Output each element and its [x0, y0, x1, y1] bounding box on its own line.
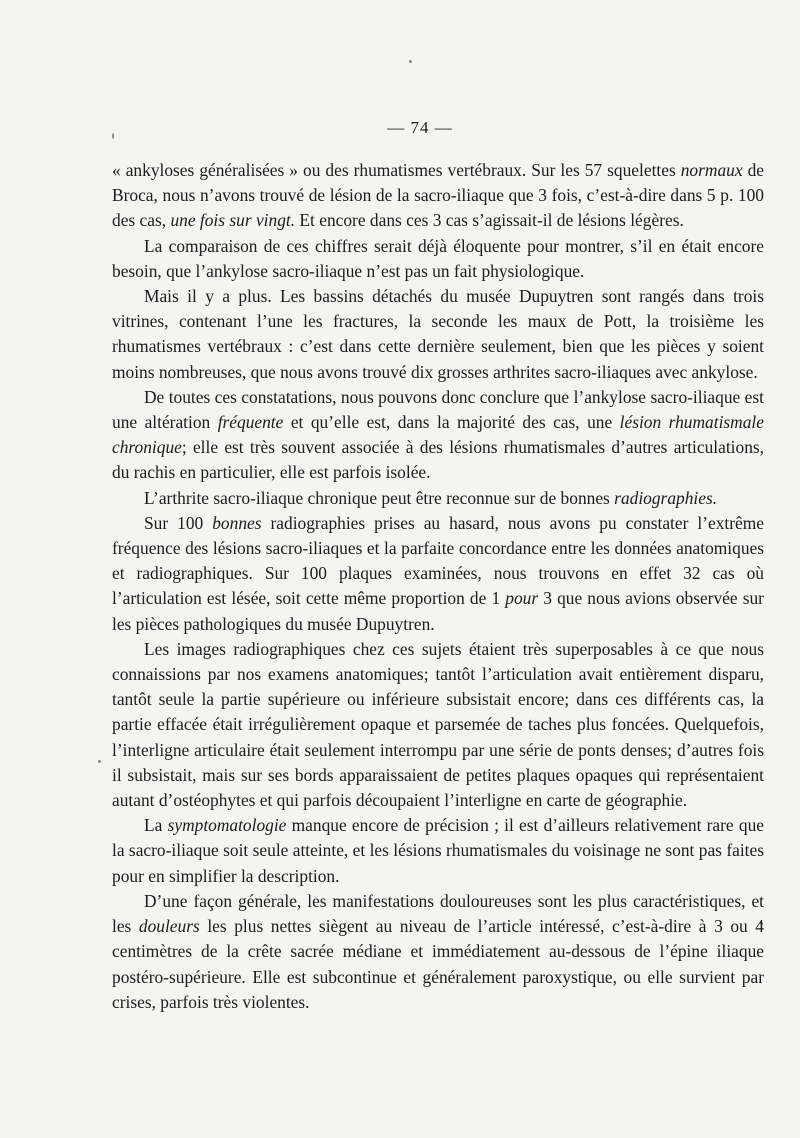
text-run: La	[144, 815, 168, 836]
paragraph	[112, 486, 764, 511]
paragraph	[112, 158, 764, 234]
text-run: « ankyloses généralisées » ou des rhumatismes vertébraux. Sur les 57 squelettes	[112, 160, 681, 180]
text-run: ; elle est très souvent associée à des lésions rhumatismales d’autres articulations, du rachis en particulier, elle est parfois isolée.	[112, 437, 764, 483]
italic-text: pour	[505, 588, 539, 609]
italic-text: radiographies.	[614, 487, 718, 508]
text-run: Les images radiographiques chez ces sujets étaient très superposables à ce que nous connaissions par nos examens anatomiques; tantôt l’articulation avait entièrement disparu, tantôt seule la partie supérieure ou inférieure subsistait encore; dans ces différents cas, la partie effacée était irrégulièrement opaque et parsemée de taches plus foncées. Quelquefois, l’interligne articulaire était seulement interrompu par une série de ponts denses; d’autres fois il subsistait, mais sur ses bords apparaissaient de petites plaques opaques qui représentaient autant d’ostéophytes et qui parfois découpaient l’interligne en carte de géographie.	[112, 638, 764, 811]
paragraph	[112, 234, 764, 284]
scan-speck	[98, 760, 101, 763]
scan-speck	[409, 60, 412, 63]
italic-text: bonnes	[212, 512, 262, 533]
text-run: de Broca, nous n’avons trouvé de lésion de la sacro-iliaque que 3 fois, c’est-à-dire dans 5 p. 100 des cas,	[112, 160, 764, 231]
paragraph	[112, 889, 764, 1015]
italic-text: douleurs	[138, 916, 200, 937]
text-run: Mais il y a plus. Les bassins détachés du musée Dupuytren sont rangés dans trois vitrines, contenant l’une les fractures, la seconde les maux de Pott, la troisième les rhumatismes vertébraux : c’est dans cette dernière seulement, bien que les pièces y soient moins nombreuses, que nous avons trouvé dix grosses arthrites sacro-iliaques avec ankylose.	[112, 286, 764, 382]
italic-text: symptomatologie	[167, 815, 287, 836]
paragraph	[112, 637, 764, 813]
italic-text: une fois sur vingt.	[170, 210, 296, 231]
paragraph	[112, 511, 764, 637]
text-run: et qu’elle est, dans la majorité des cas, une	[283, 412, 620, 433]
body-text	[112, 158, 764, 1015]
paragraph	[112, 385, 764, 486]
paragraph	[112, 813, 764, 889]
text-run: D’une façon générale, les manifestations douloureuses sont les plus caractéristiques, et les	[112, 890, 764, 937]
text-run: Sur 100	[144, 512, 213, 533]
text-run: radiographies prises au hasard, nous avons pu constater l’extrême fréquence des lésions sacro-iliaques et la parfaite concordance entre les données anatomiques et radiographiques. Sur 100 plaques examinées, nous trouvons en effet 32 cas où l’articulation est lésée, soit cette même proportion de 1	[112, 512, 764, 609]
text-run: Et encore dans ces 3 cas s’agissait-il de lésions légères.	[295, 210, 684, 231]
text-run: les plus nettes siègent au niveau de l’article intéressé, c’est-à-dire à 3 ou 4 centimètres de la crête sacrée médiane et immédiatement au-dessous de l’épine iliaque postéro-supérieure. Elle est subcontinue et généralement paroxystique, ou elle survient par crises, parfois très violentes.	[112, 916, 764, 1012]
page-number: — 74 —	[387, 118, 453, 137]
paragraph	[112, 284, 764, 385]
text-run: De toutes ces constatations, nous pouvons donc conclure que l’ankylose sacro-iliaque est une altération	[112, 386, 764, 433]
italic-text: normaux	[680, 160, 743, 180]
text-run: 3 que nous avions observée sur les pièces pathologiques du musée Dupuytren.	[112, 588, 764, 634]
italic-text: lésion rhumatismale chronique	[112, 412, 764, 458]
text-run: L’arthrite sacro-iliaque chronique peut être reconnue sur de bonnes	[144, 487, 615, 508]
text-run: La comparaison de ces chiffres serait déjà éloquente pour montrer, s’il en était encore besoin, que l’ankylose sacro-iliaque n’est pas un fait physiologique.	[112, 235, 764, 281]
text-run: manque encore de précision ; il est d’ailleurs relativement rare que la sacro-iliaque soit seule atteinte, et les lésions rhumatismales du voisinage ne sont pas faites pour en simplifier la description.	[112, 815, 764, 886]
italic-text: fréquente	[217, 412, 284, 433]
